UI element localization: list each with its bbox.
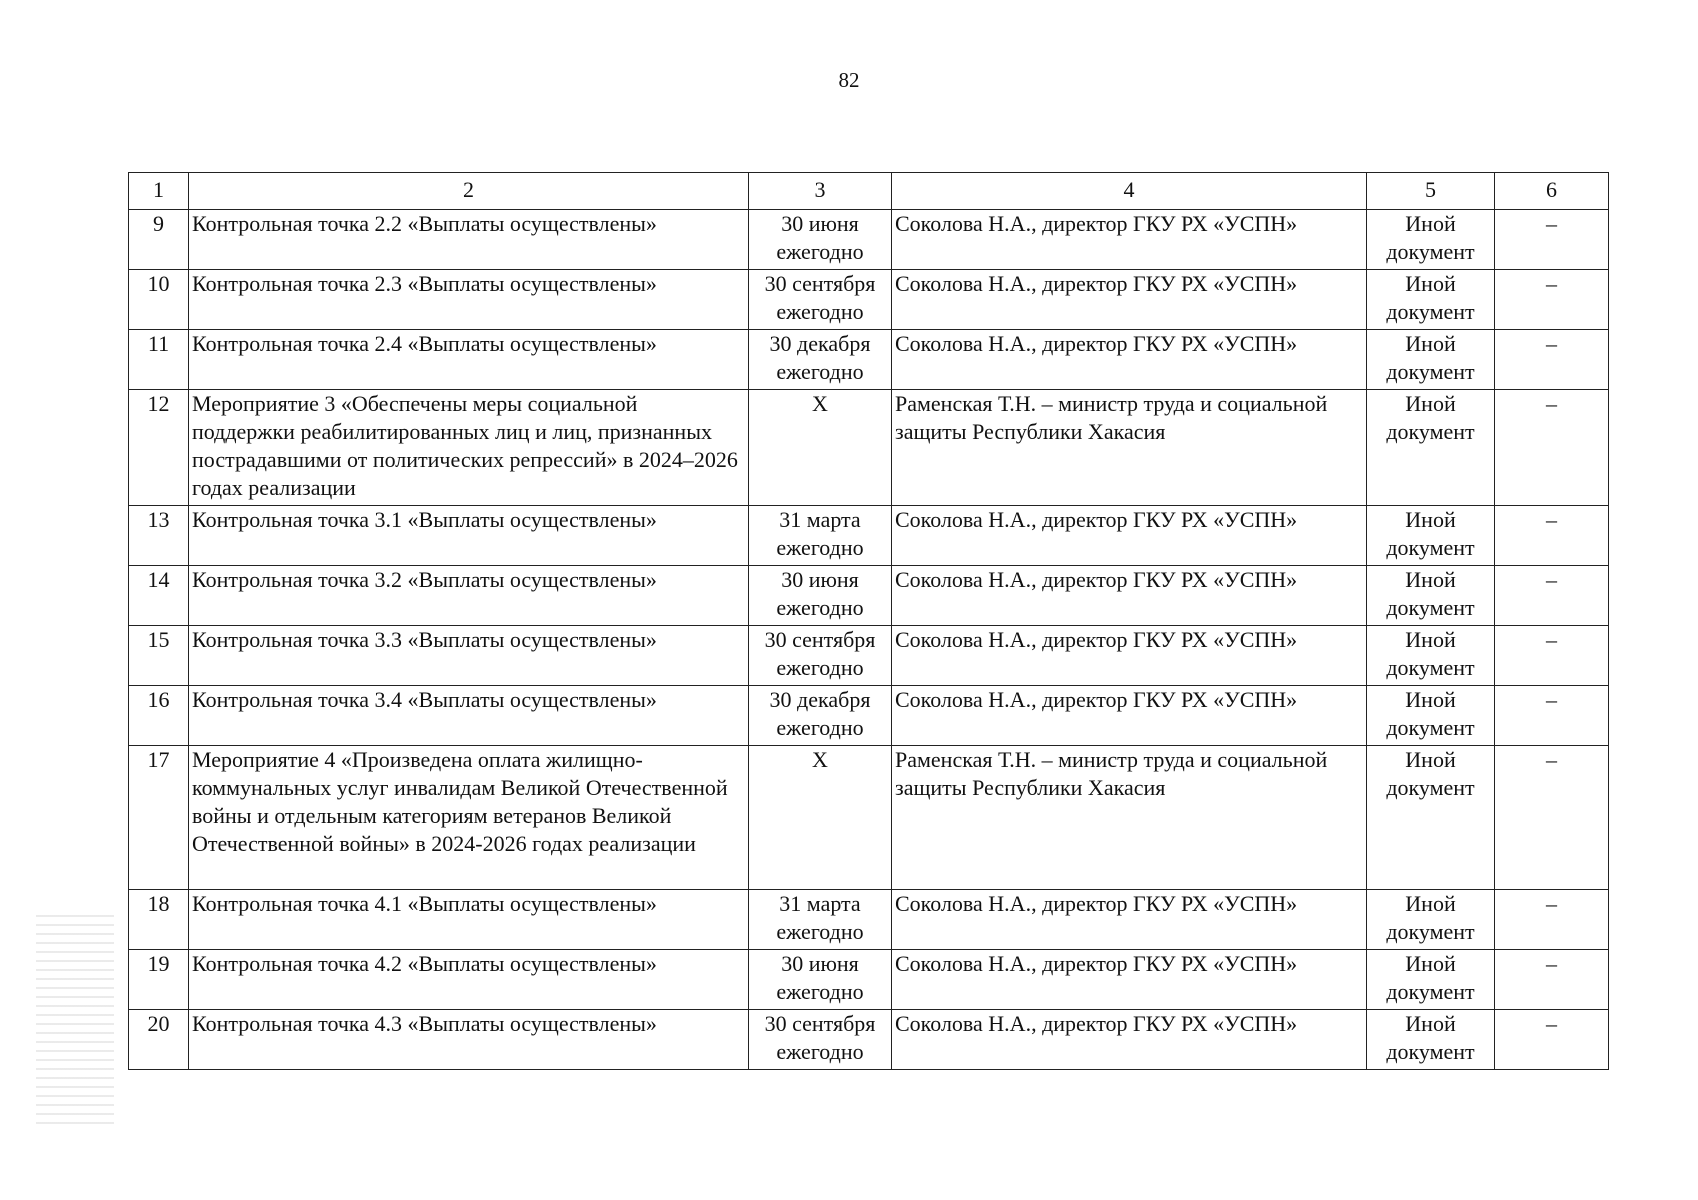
row-number: 13 [129, 506, 189, 566]
table-row [129, 566, 1609, 626]
deadline: 31 марта ежегодно [749, 890, 892, 950]
note: – [1495, 390, 1609, 506]
event-name: Контрольная точка 3.1 «Выплаты осуществлены» [189, 506, 749, 566]
deadline: 30 сентября ежегодно [749, 1010, 892, 1070]
table-row [129, 270, 1609, 330]
note: – [1495, 1010, 1609, 1070]
document-type: Иной документ [1367, 890, 1495, 950]
responsible-person: Соколова Н.А., директор ГКУ РХ «УСПН» [892, 566, 1367, 626]
header-cell: 1 [129, 173, 189, 210]
event-name: Контрольная точка 4.2 «Выплаты осуществлены» [189, 950, 749, 1010]
plan-table [128, 172, 1609, 1070]
deadline: Х [749, 746, 892, 890]
table-row [129, 390, 1609, 506]
note: – [1495, 210, 1609, 270]
event-name: Мероприятие 4 «Произведена оплата жилищно-коммунальных услуг инвалидам Великой Отечественной войны и отдельным категориям ветеранов Великой Отечественной войны» в 2024-2026 годах реализации [189, 746, 749, 890]
document-type: Иной документ [1367, 210, 1495, 270]
table-header-row [129, 173, 1609, 210]
document-type: Иной документ [1367, 1010, 1495, 1070]
event-name: Контрольная точка 4.1 «Выплаты осуществлены» [189, 890, 749, 950]
document-type: Иной документ [1367, 950, 1495, 1010]
event-name: Контрольная точка 2.4 «Выплаты осуществлены» [189, 330, 749, 390]
responsible-person: Соколова Н.А., директор ГКУ РХ «УСПН» [892, 626, 1367, 686]
deadline: 30 декабря ежегодно [749, 330, 892, 390]
row-number: 17 [129, 746, 189, 890]
row-number: 18 [129, 890, 189, 950]
deadline: 30 июня ежегодно [749, 950, 892, 1010]
event-name: Мероприятие 3 «Обеспечены меры социальной поддержки реабилитированных лиц и лиц, признанных пострадавшими от политических репрессий» в 2024–2026 годах реализации [189, 390, 749, 506]
row-number: 20 [129, 1010, 189, 1070]
note: – [1495, 506, 1609, 566]
table-row [129, 626, 1609, 686]
event-name: Контрольная точка 3.4 «Выплаты осуществлены» [189, 686, 749, 746]
deadline: Х [749, 390, 892, 506]
document-type: Иной документ [1367, 746, 1495, 890]
row-number: 14 [129, 566, 189, 626]
header-cell: 2 [189, 173, 749, 210]
page-number: 82 [838, 68, 860, 92]
responsible-person: Раменская Т.Н. – министр труда и социальной защиты Республики Хакасия [892, 390, 1367, 506]
responsible-person: Соколова Н.А., директор ГКУ РХ «УСПН» [892, 890, 1367, 950]
event-name: Контрольная точка 3.2 «Выплаты осуществлены» [189, 566, 749, 626]
deadline: 30 сентября ежегодно [749, 626, 892, 686]
note: – [1495, 746, 1609, 890]
document-type: Иной документ [1367, 566, 1495, 626]
note: – [1495, 330, 1609, 390]
responsible-person: Соколова Н.А., директор ГКУ РХ «УСПН» [892, 1010, 1367, 1070]
responsible-person: Соколова Н.А., директор ГКУ РХ «УСПН» [892, 270, 1367, 330]
note: – [1495, 890, 1609, 950]
scan-margin-mark [36, 915, 114, 1130]
table-row [129, 1010, 1609, 1070]
event-name: Контрольная точка 4.3 «Выплаты осуществлены» [189, 1010, 749, 1070]
responsible-person: Соколова Н.А., директор ГКУ РХ «УСПН» [892, 686, 1367, 746]
table-row [129, 950, 1609, 1010]
document-type: Иной документ [1367, 330, 1495, 390]
note: – [1495, 270, 1609, 330]
document-type: Иной документ [1367, 506, 1495, 566]
event-name: Контрольная точка 2.2 «Выплаты осуществлены» [189, 210, 749, 270]
row-number: 19 [129, 950, 189, 1010]
row-number: 12 [129, 390, 189, 506]
row-number: 9 [129, 210, 189, 270]
table-row [129, 330, 1609, 390]
header-cell: 5 [1367, 173, 1495, 210]
table-row [129, 686, 1609, 746]
note: – [1495, 626, 1609, 686]
document-type: Иной документ [1367, 686, 1495, 746]
event-name: Контрольная точка 3.3 «Выплаты осуществлены» [189, 626, 749, 686]
responsible-person: Соколова Н.А., директор ГКУ РХ «УСПН» [892, 506, 1367, 566]
row-number: 10 [129, 270, 189, 330]
document-type: Иной документ [1367, 390, 1495, 506]
document-type: Иной документ [1367, 626, 1495, 686]
responsible-person: Соколова Н.А., директор ГКУ РХ «УСПН» [892, 950, 1367, 1010]
table-row [129, 890, 1609, 950]
event-name: Контрольная точка 2.3 «Выплаты осуществлены» [189, 270, 749, 330]
table-row [129, 506, 1609, 566]
header-cell: 4 [892, 173, 1367, 210]
row-number: 11 [129, 330, 189, 390]
table-row [129, 746, 1609, 890]
deadline: 30 июня ежегодно [749, 210, 892, 270]
row-number: 16 [129, 686, 189, 746]
responsible-person: Раменская Т.Н. – министр труда и социальной защиты Республики Хакасия [892, 746, 1367, 890]
deadline: 30 июня ежегодно [749, 566, 892, 626]
deadline: 30 сентября ежегодно [749, 270, 892, 330]
document-type: Иной документ [1367, 270, 1495, 330]
responsible-person: Соколова Н.А., директор ГКУ РХ «УСПН» [892, 210, 1367, 270]
header-cell: 6 [1495, 173, 1609, 210]
deadline: 30 декабря ежегодно [749, 686, 892, 746]
note: – [1495, 950, 1609, 1010]
header-cell: 3 [749, 173, 892, 210]
table-row [129, 210, 1609, 270]
deadline: 31 марта ежегодно [749, 506, 892, 566]
note: – [1495, 686, 1609, 746]
responsible-person: Соколова Н.А., директор ГКУ РХ «УСПН» [892, 330, 1367, 390]
note: – [1495, 566, 1609, 626]
row-number: 15 [129, 626, 189, 686]
